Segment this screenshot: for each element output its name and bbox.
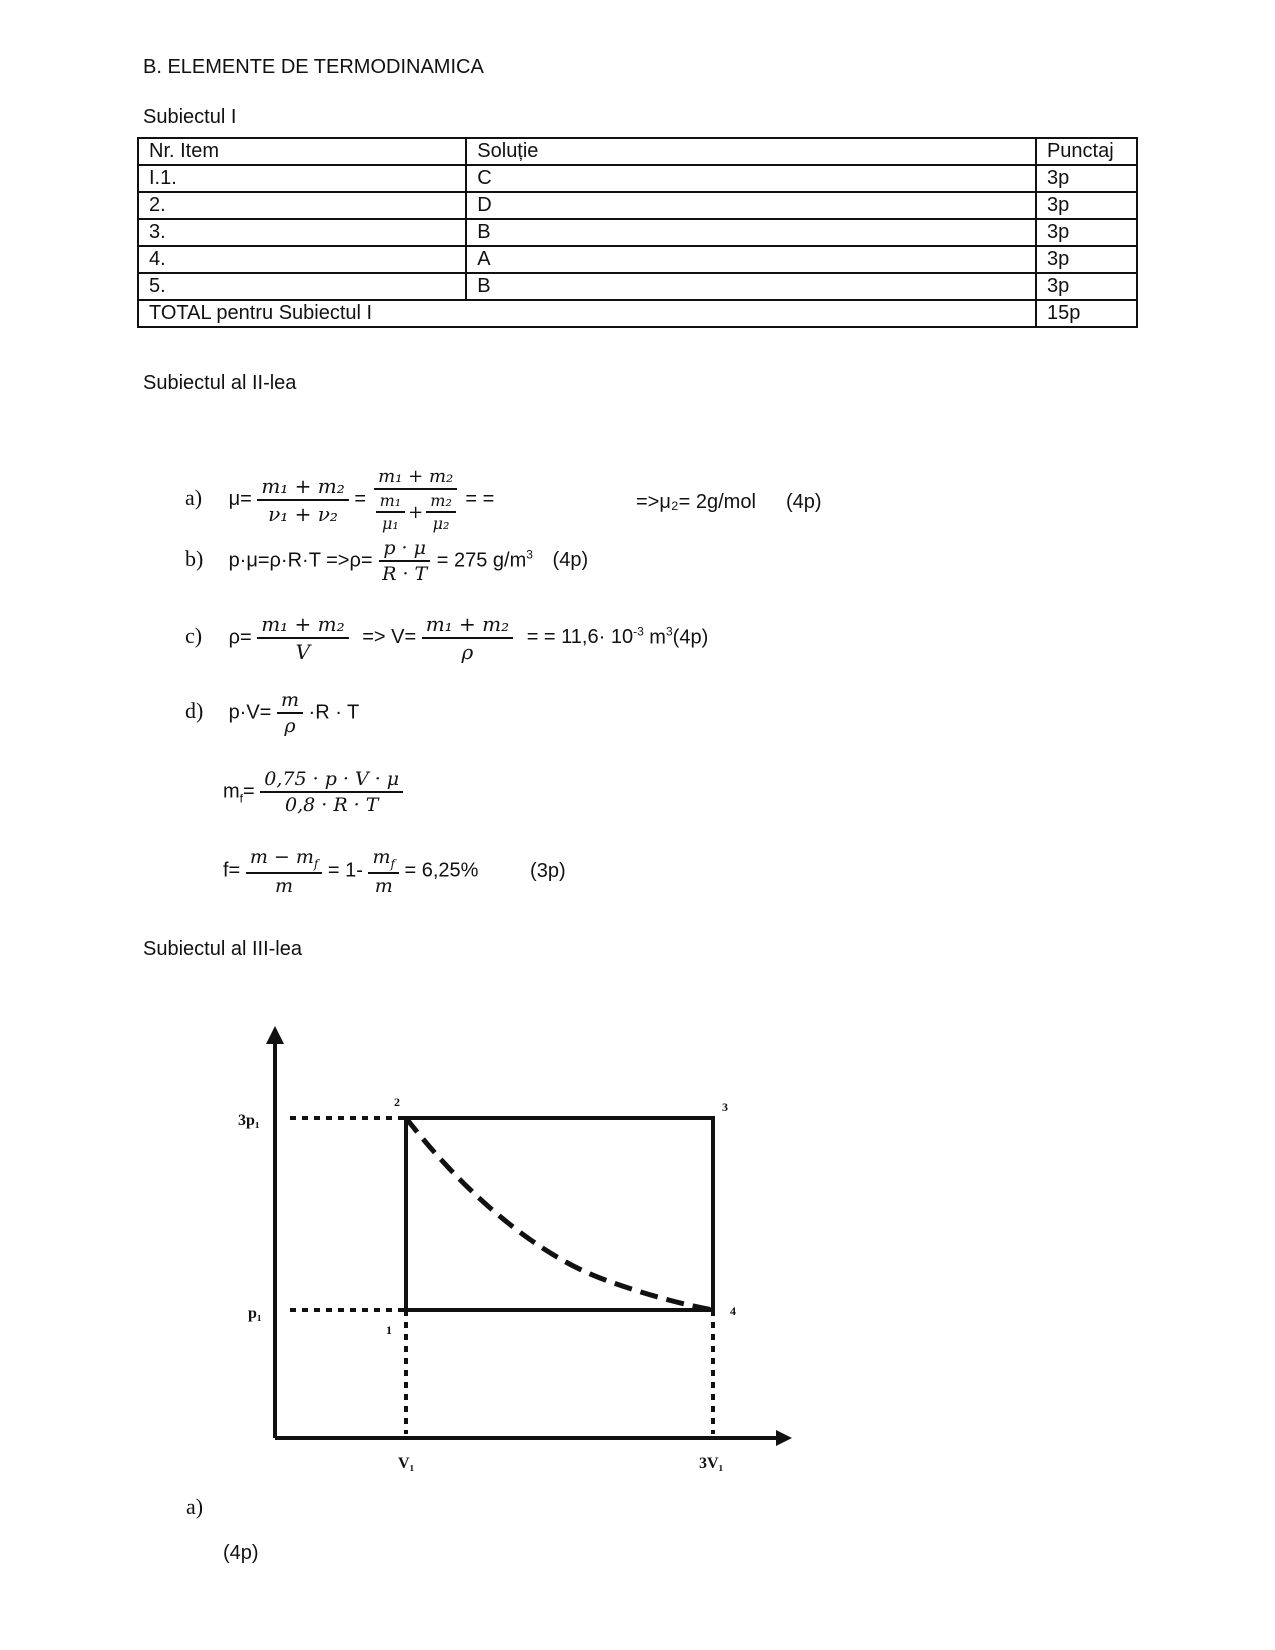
result-a: =>μ₂= 2g/mol (636, 491, 756, 513)
m2-num: m₂ (426, 491, 456, 513)
header-points: Punctaj (1036, 138, 1137, 165)
eq-d-lhs: p·V= (228, 701, 272, 724)
row-solution: B (466, 273, 1036, 300)
fraction-mf-num: 0,75 · p · V · μ (260, 768, 403, 793)
y-label-p1: p₁ (248, 1305, 262, 1322)
point-label-2: 2 (394, 1095, 400, 1109)
fraction-d-den: ρ (284, 715, 296, 737)
fraction-f2-den: m (374, 874, 393, 897)
row-solution: A (466, 246, 1036, 273)
total-label: TOTAL pentru Subiectul I (138, 300, 1036, 327)
f-lhs: f= (223, 859, 241, 882)
total-points: 15p (1036, 300, 1137, 327)
mf-sub: f (239, 791, 244, 806)
x-axis-arrow (776, 1430, 792, 1446)
row-item: I.1. (138, 165, 466, 192)
y-axis-arrow (266, 1026, 284, 1044)
eq-a-eq2: = = (465, 487, 495, 510)
label-d: d) (185, 698, 204, 724)
subject3-title: Subiectul al III-lea (143, 938, 302, 960)
fraction-mf-den: 0,8 · R · T (285, 794, 379, 816)
row-item: 4. (138, 246, 466, 273)
result-b-sup: 3 (526, 547, 533, 562)
point-label-3: 3 (722, 1100, 728, 1114)
row-points: 3p (1036, 246, 1137, 273)
cycle-rectangle (406, 1118, 713, 1310)
x-label-3v1: 3V₁ (699, 1455, 724, 1472)
subject1-title: Subiectul I (143, 106, 237, 128)
row-points: 3p (1036, 192, 1137, 219)
eq-d-rhs: ·R · T (308, 701, 360, 724)
result-c: = = 11,6· 10 (526, 626, 634, 649)
x-label-v1: V₁ (398, 1455, 415, 1472)
part-a-points: (4p) (223, 1542, 259, 1564)
eq-a-lhs: μ= (228, 487, 252, 510)
result-f: = 6,25% (404, 859, 479, 882)
m1-num: m₁ (376, 491, 406, 513)
f-mid: = 1- (327, 859, 363, 882)
fraction-a1-den: ν₁ + ν₂ (268, 501, 338, 526)
label-b: b) (185, 546, 204, 572)
label-c: c) (185, 623, 203, 649)
points-d: (3p) (530, 859, 566, 882)
f2-num-sub: f (390, 856, 395, 871)
subject2-title: Subiectul al II-lea (143, 372, 297, 394)
fraction-b-den: R · T (382, 563, 428, 585)
point-label-4: 4 (730, 1304, 736, 1318)
eq-c-lhs: ρ= (228, 626, 252, 649)
eq-c-mid: => V= (362, 626, 417, 649)
eq-a-eq1: = (354, 487, 367, 510)
label-a: a) (185, 484, 203, 510)
mf-lhs: m (223, 780, 240, 803)
header-solution: Soluție (466, 138, 1036, 165)
fraction-a1-num: m₁ + m₂ (257, 474, 348, 501)
mu2-den: μ₂ (432, 514, 450, 533)
result-c-unit: m (643, 626, 666, 649)
row-item: 3. (138, 219, 466, 246)
fraction-b-num: p · μ (379, 537, 430, 562)
row-solution: B (466, 219, 1036, 246)
f2-num-text: m (372, 846, 391, 868)
points-b: (4p) (552, 549, 589, 572)
row-item: 2. (138, 192, 466, 219)
f1-num-text: m − m (249, 846, 314, 868)
mf-eq: = (243, 780, 255, 803)
fraction-c2-num: m₁ + m₂ (422, 612, 513, 639)
fraction-f1-den: m (275, 874, 294, 897)
result-c-unit-sup: 3 (665, 624, 673, 639)
part-a-label: a) (186, 1494, 204, 1519)
row-solution: C (466, 165, 1036, 192)
eq-b-lhs: p·μ=ρ·R·T =>ρ= (228, 549, 373, 572)
fraction-c1-den: V (295, 640, 311, 664)
f1-num-sub: f (313, 856, 319, 871)
points-a: (4p) (786, 491, 822, 513)
row-points: 3p (1036, 165, 1137, 192)
point-label-1: 1 (386, 1323, 392, 1337)
fraction-a2-num: m₁ + m₂ (374, 466, 457, 490)
result-c-exp: -3 (633, 624, 644, 639)
fraction-c2-den: ρ (461, 640, 474, 664)
row-item: 5. (138, 273, 466, 300)
isotherm-curve (406, 1118, 713, 1310)
row-points: 3p (1036, 219, 1137, 246)
row-points: 3p (1036, 273, 1137, 300)
mu1-den: μ₁ (381, 514, 399, 533)
points-c: (4p) (672, 626, 709, 649)
section-title: B. ELEMENTE DE TERMODINAMICA (143, 56, 484, 78)
plus-sign: + (408, 501, 424, 523)
fraction-c1-num: m₁ + m₂ (257, 612, 348, 639)
result-b: = 275 g/m (436, 549, 527, 572)
fraction-d-num: m (277, 689, 303, 714)
y-label-3p1: 3p₁ (238, 1112, 260, 1129)
header-item: Nr. Item (138, 138, 466, 165)
row-solution: D (466, 192, 1036, 219)
